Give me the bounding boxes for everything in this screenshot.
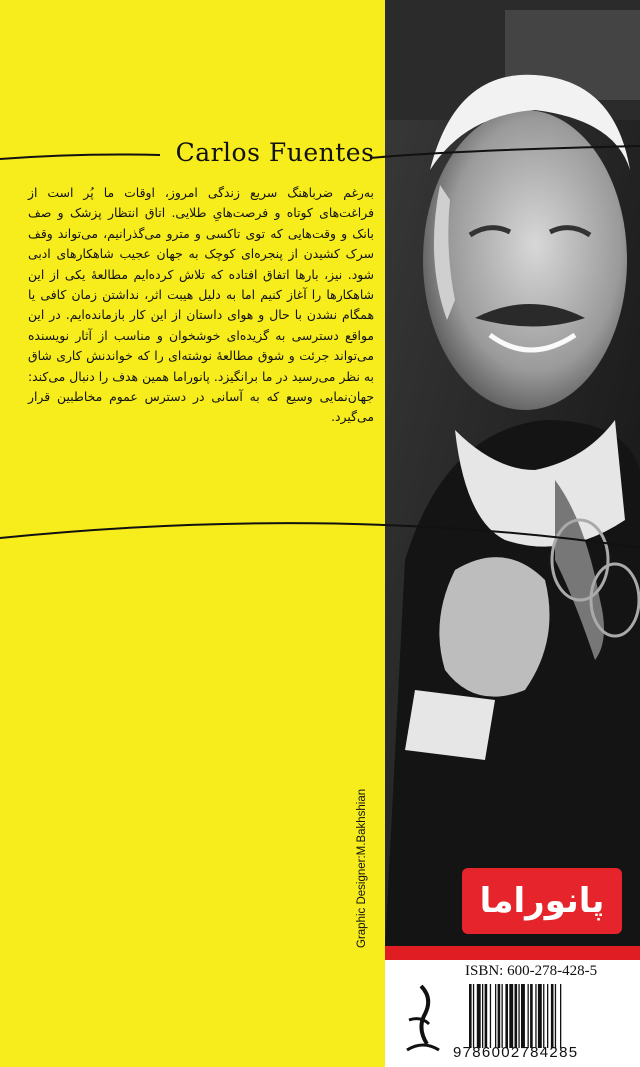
barcode-bar [482,984,483,1048]
barcode-bar [551,984,554,1048]
barcode-digits: 9786002784285 [453,1044,579,1061]
barcode-bar [505,984,508,1048]
barcode-bar [495,984,496,1048]
barcode-bar [543,984,544,1048]
barcode-bar [530,984,533,1048]
barcode-bar [547,984,548,1048]
publisher-logo-icon [399,978,447,1058]
isbn-label: ISBN: 600-278-428-5 [465,963,598,979]
barcode-bar [521,984,525,1048]
barcode-bar [469,984,472,1048]
barcode-bar [485,984,488,1048]
barcode-area [385,960,640,1067]
designer-credit: Graphic Designer:M.Bakhshian [356,788,368,948]
back-cover-blurb: به‌رغم ضرباهنگ سریع زندگی امروز، اوقات ما پُر است از فراغت‌های کوتاه و فرصت‌هایِ طلایی. اتاق انتظار پزشک و صف بانک و وقت‌هایی که توی تاکسی و مترو می‌گذرانیم، می‌تواند وقف سرک کشیدن از پنجره‌ای کوچک به جهان عجیب شاهکارهای ادبی شود. نیز، بارها اتفاق افتاده که تلاش کرده‌ایم مطالعۀ یکی از این شاهکارها را آغاز کنیم اما به دلیل هیبت اثر، نداشتن زمان کافی یا همگام نشدن با حال و هوای داستان از این کار بازمانده‌ایم. در این مواقع دسترسی به گزیده‌ای خوشخوان و مناسب از آثار نویسنده می‌تواند جرئت و شوق مطالعۀ نوشته‌ای را که خواندنش کاری شاق به نظر می‌رسید در ما برانگیزد. پانوراما همین هدف را دنبال می‌کند: جهان‌نمایی وسیع که به آسانی در دسترس عموم مخاطبین قرار می‌گیرد. [28,185,374,425]
barcode-bar [502,984,503,1048]
barcode-bar [528,984,529,1048]
red-band [385,946,640,960]
barcode-bar [490,984,491,1048]
barcode-bar [535,984,536,1048]
barcode [469,984,619,1048]
designer-credit-wrap [354,770,374,950]
author-photo [385,0,640,948]
barcode-bar [477,984,481,1048]
barcode-bar [518,984,519,1048]
series-logo: پانوراما [462,868,622,934]
author-name: Carlos Fuentes [175,138,375,167]
barcode-bar [555,984,556,1048]
barcode-bar [538,984,542,1048]
barcode-bar [509,984,513,1048]
barcode-bar [560,984,561,1048]
barcode-bar [498,984,501,1048]
barcode-bar [473,984,474,1048]
barcode-bar [515,984,518,1048]
